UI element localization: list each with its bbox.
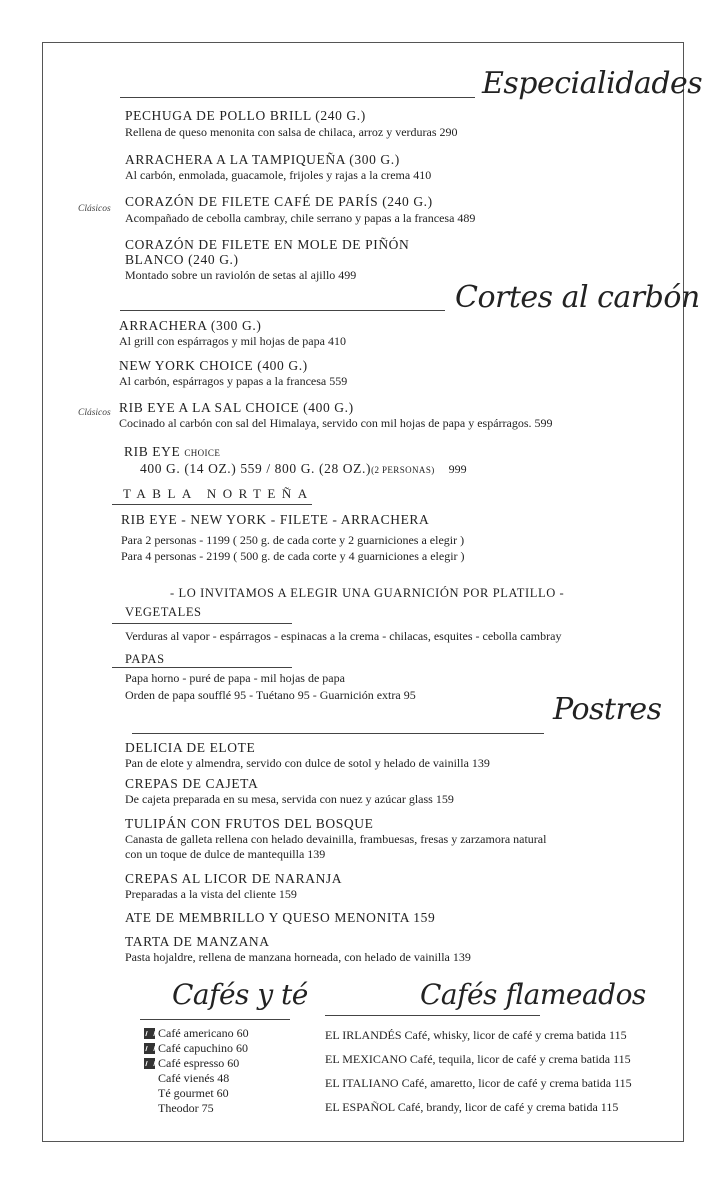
section-title-cortes: Cortes al carbón xyxy=(455,280,700,315)
section-rule xyxy=(120,97,475,98)
dessert-description: De cajeta preparada en su mesa, servida con nuez y azúcar glass 159 xyxy=(125,792,454,806)
dish-description: Al carbón, enmolada, guacamole, frijoles y rajas a la crema 410 xyxy=(125,168,432,182)
list-item xyxy=(144,1056,249,1071)
flameado-description: Café, tequila, licor de café y crema batida 115 xyxy=(406,1052,631,1066)
coffee-item-label: Café vienés 48 xyxy=(158,1071,230,1085)
dessert-description-continued: con un toque de dulce de mantequilla 139 xyxy=(125,847,326,861)
dessert-description: Pasta hojaldre, rellena de manzana horneada, con helado de vainilla 139 xyxy=(125,950,471,964)
flameado-description: Café, whisky, licor de café y crema batida 115 xyxy=(401,1028,627,1042)
tabla-option: Para 4 personas - 2199 ( 500 g. de cada corte y 4 guarniciones a elegir ) xyxy=(121,549,465,563)
dessert-name: CREPAS AL LICOR DE NARANJA xyxy=(125,871,343,886)
coffee-item-label: Café capuchino 60 xyxy=(158,1041,248,1055)
tabla-option: Para 2 personas - 1199 ( 250 g. de cada corte y 2 guarniciones a elegir ) xyxy=(121,533,465,547)
vegetales-title: VEGETALES xyxy=(125,605,202,619)
tabla-cuts: RIB EYE - NEW YORK - FILETE - ARRACHERA xyxy=(121,512,430,527)
ribeye-prices: 400 G. (14 OZ.) 559 / 800 G. (28 OZ.) xyxy=(140,461,372,476)
section-rule xyxy=(140,1019,290,1020)
dessert-name: ATE DE MEMBRILLO Y QUESO MENONITA 159 xyxy=(125,910,436,925)
section-title-postres: Postres xyxy=(553,692,662,727)
list-item xyxy=(325,1100,632,1124)
ribeye-name: RIB EYE xyxy=(124,444,181,459)
flameado-description: Café, brandy, licor de café y crema batida 115 xyxy=(394,1100,619,1114)
decaf-icon xyxy=(144,1058,155,1069)
section-title-flameados: Cafés flameados xyxy=(420,978,646,1011)
dish-description: Acompañado de cebolla cambray, chile serrano y papas a la francesa 489 xyxy=(125,211,476,225)
papas-title: PAPAS xyxy=(125,652,165,666)
dessert-description: Canasta de galleta rellena con helado devainilla, frambuesas, fresas y zarzamora natural xyxy=(125,832,547,846)
ribeye-price-large: 999 xyxy=(448,462,467,476)
decaf-icon xyxy=(144,1043,155,1054)
clasicos-tag: Clásicos xyxy=(78,204,111,214)
vegetales-list: Verduras al vapor - espárragos - espinacas a la crema - chilacas, esquites - cebolla cambray xyxy=(125,629,562,643)
papas-list: Papa horno - puré de papa - mil hojas de papa xyxy=(125,671,345,685)
list-item xyxy=(144,1071,249,1086)
flameado-name: EL ITALIANO xyxy=(325,1076,399,1090)
coffee-item-label: Café americano 60 xyxy=(158,1026,249,1040)
list-item xyxy=(144,1026,249,1041)
coffee-item-label: Té gourmet 60 xyxy=(158,1086,229,1100)
section-rule xyxy=(132,733,544,734)
list-item xyxy=(325,1076,632,1100)
list-item xyxy=(144,1101,249,1116)
dish-name: NEW YORK CHOICE (400 G.) xyxy=(119,358,308,373)
dish-name: ARRACHERA A LA TAMPIQUEÑA (300 G.) xyxy=(125,152,400,167)
flameados-list xyxy=(325,1028,632,1124)
dish-description: Rellena de queso menonita con salsa de chilaca, arroz y verduras 290 xyxy=(125,125,458,139)
dessert-name: TULIPÁN CON FRUTOS DEL BOSQUE xyxy=(125,816,374,831)
dessert-name: DELICIA DE ELOTE xyxy=(125,740,256,755)
section-rule xyxy=(325,1015,540,1016)
ribeye-persons: (2 PERSONAS) xyxy=(371,465,435,475)
cafes-list xyxy=(144,1026,249,1116)
decaf-icon xyxy=(144,1028,155,1039)
guarnicion-invite: - LO INVITAMOS A ELEGIR UNA GUARNICIÓN POR PLATILLO - xyxy=(170,586,565,600)
list-item xyxy=(325,1052,632,1076)
list-item xyxy=(325,1028,632,1052)
dish-name: PECHUGA DE POLLO BRILL (240 G.) xyxy=(125,108,366,123)
list-item xyxy=(144,1041,249,1056)
section-title-especialidades: Especialidades xyxy=(482,66,703,101)
dish-name: ARRACHERA (300 G.) xyxy=(119,318,262,333)
section-rule xyxy=(112,623,292,624)
tabla-nortena-title: TABLA NORTEÑA xyxy=(123,486,314,501)
section-rule xyxy=(112,504,312,505)
section-title-cafes: Cafés y té xyxy=(172,978,308,1011)
section-rule xyxy=(120,310,445,311)
ribeye-choice-label: CHOICE xyxy=(184,448,221,458)
ribeye-choice-heading xyxy=(124,443,220,461)
dish-name: CORAZÓN DE FILETE CAFÉ DE PARÍS (240 G.) xyxy=(125,194,433,209)
ribeye-choice-prices xyxy=(140,460,467,478)
dish-description: Montado sobre un raviolón de setas al ajillo 499 xyxy=(125,268,357,282)
dessert-description: Pan de elote y almendra, servido con dulce de sotol y helado de vainilla 139 xyxy=(125,756,490,770)
dish-description: Al carbón, espárragos y papas a la francesa 559 xyxy=(119,374,348,388)
flameado-name: EL ESPAÑOL xyxy=(325,1100,395,1114)
flameado-name: EL MEXICANO xyxy=(325,1052,407,1066)
clasicos-tag: Clásicos xyxy=(78,408,111,418)
list-item xyxy=(144,1086,249,1101)
papas-extras: Orden de papa soufflé 95 - Tuétano 95 - Guarnición extra 95 xyxy=(125,688,416,702)
section-rule xyxy=(112,667,292,668)
coffee-item-label: Theodor 75 xyxy=(158,1101,214,1115)
dish-name: RIB EYE A LA SAL CHOICE (400 G.) xyxy=(119,400,354,415)
dish-description: Cocinado al carbón con sal del Himalaya, servido con mil hojas de papa y espárragos. 599 xyxy=(119,416,553,430)
flameado-description: Café, amaretto, licor de café y crema batida 115 xyxy=(398,1076,632,1090)
dish-name: CORAZÓN DE FILETE EN MOLE DE PIÑÓN xyxy=(125,237,410,252)
coffee-item-label: Café espresso 60 xyxy=(158,1056,240,1070)
dessert-name: CREPAS DE CAJETA xyxy=(125,776,259,791)
dish-description: Al grill con espárragos y mil hojas de papa 410 xyxy=(119,334,346,348)
dish-name-continued: BLANCO (240 G.) xyxy=(125,252,239,267)
dessert-description: Preparadas a la vista del cliente 159 xyxy=(125,887,297,901)
dessert-name: TARTA DE MANZANA xyxy=(125,934,270,949)
flameado-name: EL IRLANDÉS xyxy=(325,1028,402,1042)
